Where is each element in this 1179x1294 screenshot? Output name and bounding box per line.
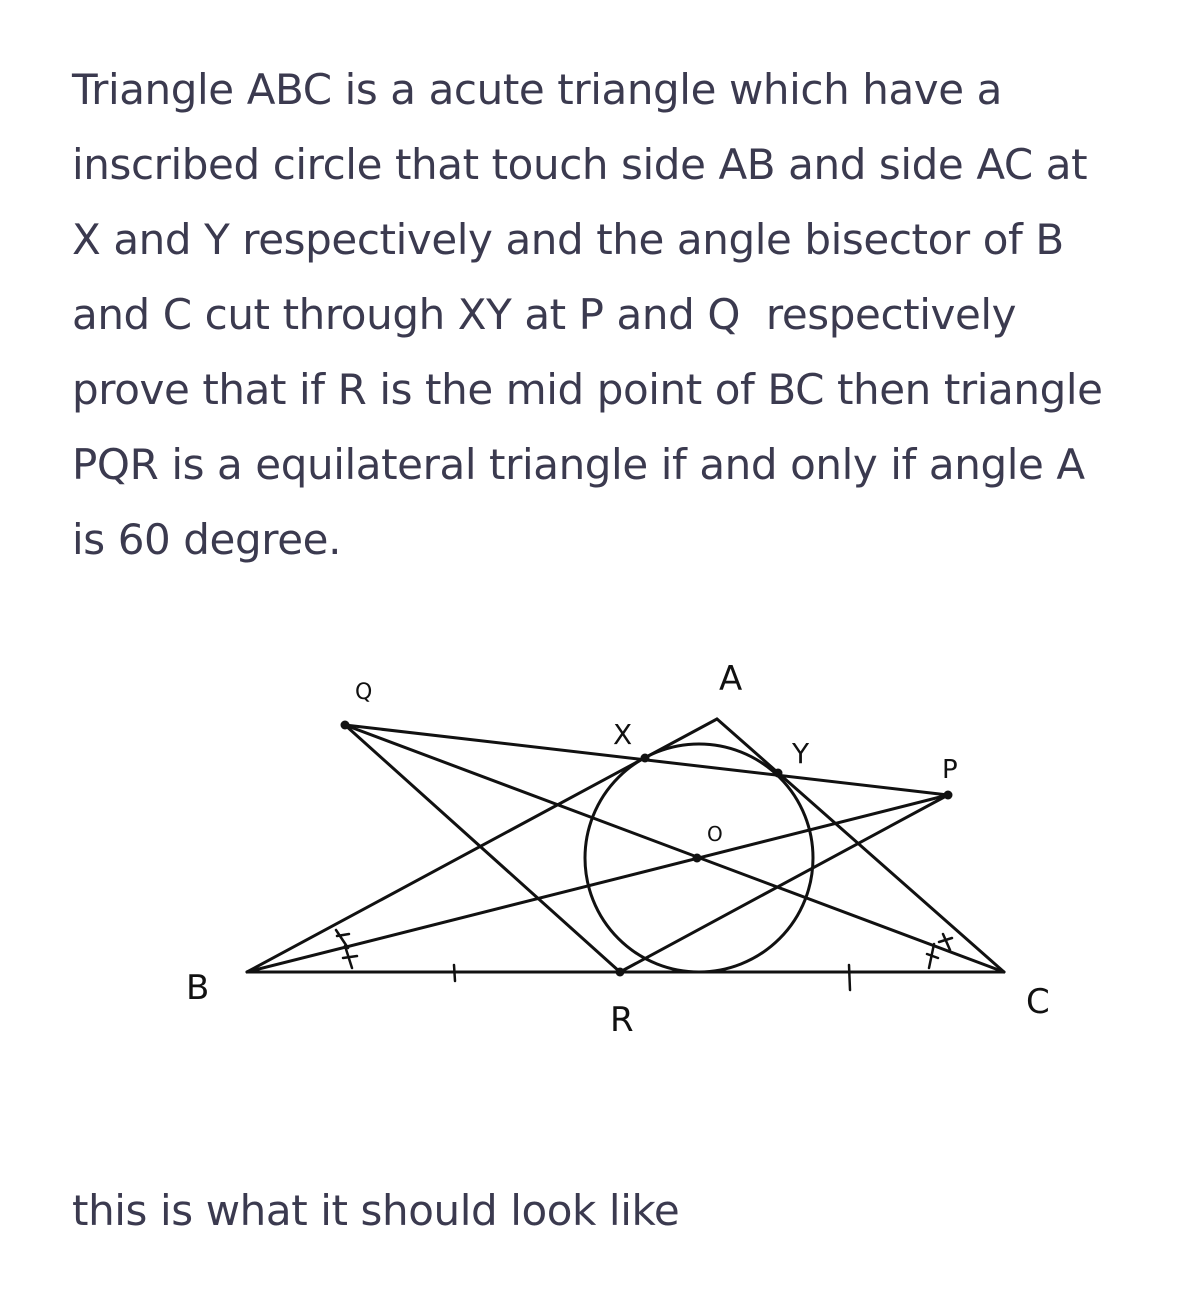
problem-statement: [72, 52, 1132, 577]
problem-line: inscribed circle that touch side AB and side AC at: [72, 140, 1088, 189]
label-a: A: [719, 659, 743, 699]
label-o: O: [707, 822, 723, 846]
side-ac: [717, 719, 1004, 972]
geometry-figure: [0, 620, 1179, 1080]
problem-line: is 60 degree.: [72, 515, 342, 564]
problem-line: and C cut through XY at P and Q respectively: [72, 290, 1017, 339]
angle-mark-c: [943, 934, 950, 950]
tick-mark: [849, 965, 850, 990]
label-b: B: [186, 968, 210, 1008]
point-r: [616, 968, 625, 977]
point-o: [693, 854, 702, 863]
angle-mark-b: [343, 956, 357, 958]
segment-qr: [345, 725, 620, 972]
segment-rp: [620, 795, 948, 972]
label-y: Y: [792, 737, 810, 770]
point-y: [774, 769, 783, 778]
caption: this is what it should look like: [72, 1186, 680, 1235]
label-p: P: [942, 755, 958, 785]
angle-mark-b: [336, 930, 348, 948]
tick-mark: [454, 965, 455, 981]
label-q: Q: [355, 680, 373, 705]
point-x: [641, 754, 650, 763]
label-x: X: [613, 718, 633, 751]
problem-line: PQR is a equilateral triangle if and only if angle A: [72, 440, 1085, 489]
problem-line: Triangle ABC is a acute triangle which have a: [72, 65, 1002, 114]
bisector-bp: [247, 795, 948, 972]
problem-line: prove that if R is the mid point of BC then triangle: [72, 365, 1103, 414]
point-q: [341, 721, 350, 730]
label-r: R: [610, 1000, 634, 1040]
problem-line: X and Y respectively and the angle bisector of B: [72, 215, 1064, 264]
label-c: C: [1026, 982, 1050, 1022]
point-p: [944, 791, 953, 800]
